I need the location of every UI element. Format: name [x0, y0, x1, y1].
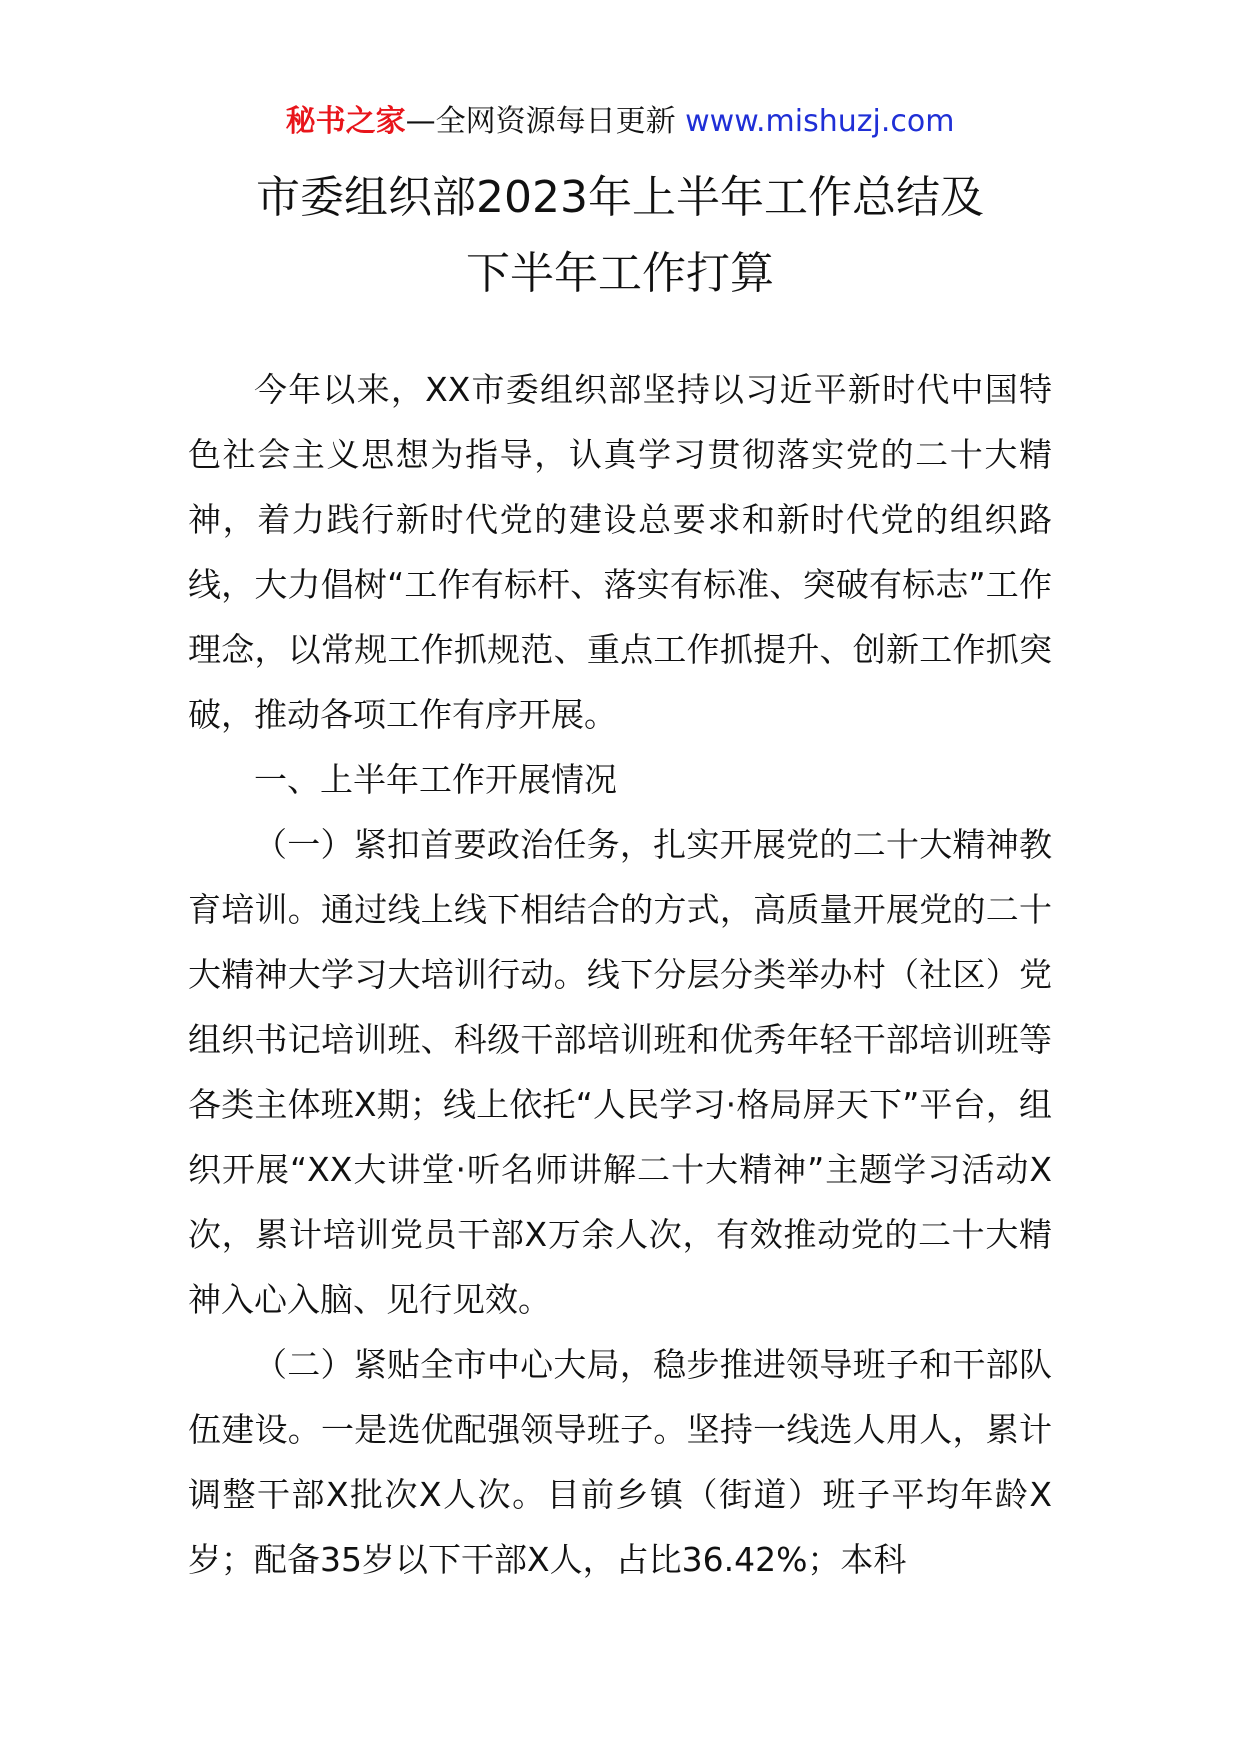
document-body — [188, 357, 1052, 1592]
document-title — [0, 160, 1240, 312]
brand-name: 秘书之家 — [285, 104, 406, 139]
title-line-2: 下半年工作打算 — [466, 248, 774, 299]
section-heading: 一、上半年工作开展情况 — [254, 760, 617, 799]
intro-paragraph: 今年以来，XX市委组织部坚持以习近平新时代中国特色社会主义思想为指导，认真学习贯彻落实党的二十大精神，着力践行新时代党的建设总要求和新时代党的组织路线，大力倡树“工作有标杆、落实有标准、突破有标志”工作理念，以常规工作抓规范、重点工作抓提升、创新工作抓突破，推动各项工作有序开展。 — [188, 370, 1052, 734]
site-link[interactable]: www.mishuzj.com — [685, 104, 955, 139]
body-paragraph: （一）紧扣首要政治任务，扎实开展党的二十大精神教育培训。通过线上线下相结合的方式，高质量开展党的二十大精神大学习大培训行动。线下分层分类举办村（社区）党组织书记培训班、科级干部培训班和优秀年轻干部培训班等各类主体班X期；线上依托“人民学习·格局屏天下”平台，组织开展“XX大讲堂·听名师讲解二十大精神”主题学习活动X次，累计培训党员干部X万余人次，有效推动党的二十大精神入心入脑、见行见效。 — [188, 825, 1052, 1319]
title-line-1: 市委组织部2023年上半年工作总结及 — [256, 172, 984, 223]
body-paragraph: （二）紧贴全市中心大局，稳步推进领导班子和干部队伍建设。一是选优配强领导班子。坚持一线选人用人，累计调整干部X批次X人次。目前乡镇（街道）班子平均年龄X岁；配备35岁以下干部X人，占比36.42%；本科 — [188, 1345, 1052, 1579]
header-slogan: —全网资源每日更新 — [405, 104, 676, 139]
site-header — [0, 100, 1240, 144]
